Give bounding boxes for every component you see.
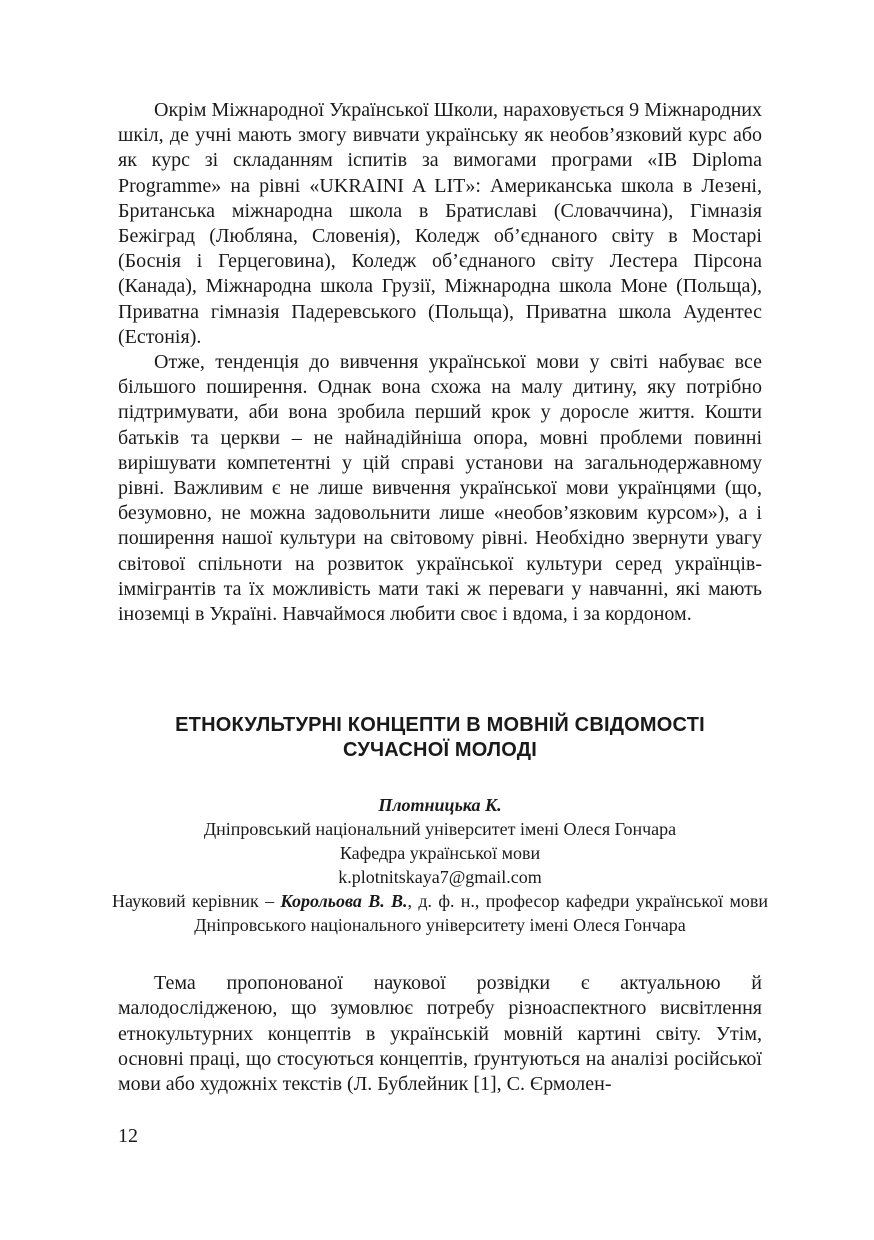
section-spacer (118, 937, 762, 971)
supervisor-details: , д. ф. н., професор кафедри української мови Дніпровського національного університету імені Олеся Гончара (194, 891, 769, 936)
article-title (118, 713, 762, 763)
article-title-line1: ЕТНОКУЛЬТУРНІ КОНЦЕПТИ В МОВНІЙ СВІДОМОСТІ (175, 714, 705, 737)
paragraph-schools: Окрім Міжнародної Української Школи, нараховується 9 Міжнародних шкіл, де учні мають змогу вивчати українську як необов’язковий курс або як курс зі складанням іспитів за вимогами програми «IB Diploma Programme» на рівні «UKRAINI A LIT»: Американська школа в Лезені, Британська міжнародна школа в Братиславі (Словаччина), Гімназія Бежіград (Любляна, Словенія), Коледж об’єднаного світу в Мостарі (Боснія і Герцеговина), Коледж об’єднаного світу Лестера Пірсона (Канада), Міжнародна школа Грузії, Міжнародна школа Моне (Польща), Приватна гімназія Падеревського (Польща), Приватна школа Аудентес (Естонія). (118, 99, 762, 348)
section-spacer (118, 627, 762, 713)
page-content (112, 98, 769, 1097)
supervisor-prefix: Науковий керівник – (112, 891, 281, 912)
paragraph-conclusion: Отже, тенденція до вивчення української мови у світі набуває все більшого поширення. Однак вона схожа на малу дитину, яку потрібно підтримувати, аби вона зробила перший крок у доросле життя. Кошти батьків та церкви – не найнадійніша опора, мовні проблеми повинні вирішувати компетентні у цій справі установи на загальнодержавному рівні. Важливим є не лише вивчення української мови українцями (що, безумовно, не можна задовольнити лише «необов’язковим курсом»), а і поширення нашої культури на світовому рівні. Необхідно звернути увагу світової спільноти на розвиток української культури серед українців-іммігрантів та їх можливість мати такі ж переваги у навчанні, які мають іноземці в Україні. Навчаймося любити своє і вдома, і за кордоном. (118, 351, 762, 626)
supervisor-name: Корольова В. В. (280, 891, 408, 912)
article-title-line2: СУЧАСНОЇ МОЛОДІ (343, 739, 537, 762)
department: Кафедра української мови (339, 843, 541, 864)
author-name: Плотницька К. (378, 795, 502, 816)
author-block (112, 793, 769, 937)
paragraph-intro: Тема пропонованої наукової розвідки є актуальною й малодослідженою, що зумовлює потребу різноаспектного висвітлення етнокультурних концептів в українській мовній картині світу. Утім, основні праці, що стосуються концептів, ґрунтуються на аналізі російської мови або художніх текстів (Л. Бублейник [1], С. Єрмолен- (118, 972, 762, 1096)
supervisor-line (112, 889, 768, 937)
page-number: 12 (118, 1125, 138, 1147)
university: Дніпровський національний університет імені Олеся Гончара (203, 819, 677, 840)
author-email: k.plotnitskaya7@gmail.com (338, 867, 542, 888)
